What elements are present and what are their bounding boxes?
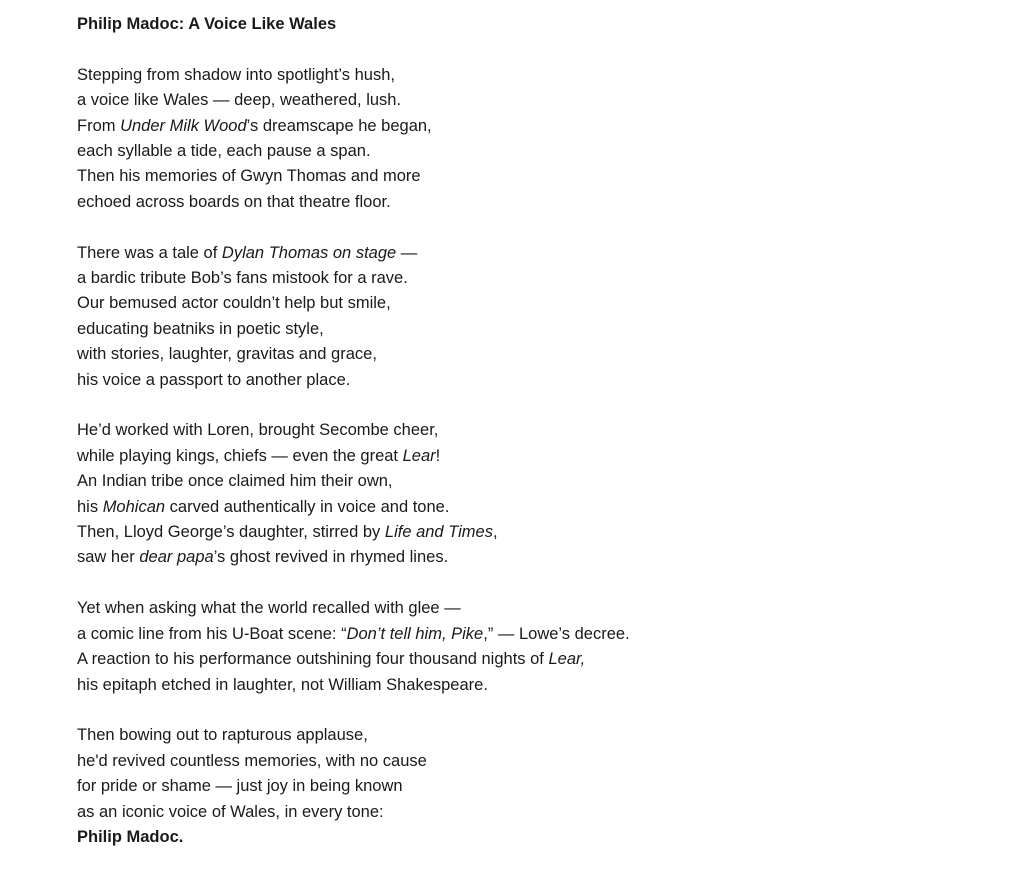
poem-line bbox=[77, 342, 977, 367]
line-text: a voice like Wales — deep, weathered, lush. bbox=[77, 91, 402, 110]
line-text: A reaction to his performance outshining four thousand nights of bbox=[77, 650, 549, 669]
poem-line bbox=[77, 418, 977, 443]
poem-line bbox=[77, 114, 977, 139]
poem-line bbox=[77, 139, 977, 164]
bold-text: Philip Madoc. bbox=[77, 827, 184, 846]
italic-text: dear papa bbox=[139, 548, 214, 567]
line-text: Our bemused actor couldn’t help but smile, bbox=[77, 294, 391, 313]
stanza-3 bbox=[77, 418, 977, 570]
poem-line bbox=[77, 469, 977, 494]
italic-text: Lear bbox=[402, 446, 436, 465]
poem-line bbox=[77, 596, 977, 621]
line-text: a comic line from his U-Boat scene: “ bbox=[77, 624, 347, 643]
poem-line bbox=[77, 164, 977, 189]
poem-line bbox=[77, 545, 977, 570]
italic-text: Dylan Thomas on stage bbox=[221, 243, 397, 262]
line-text: carved authentically in voice and tone. bbox=[165, 497, 450, 516]
line-text: his voice a passport to another place. bbox=[77, 370, 351, 389]
line-text: his epitaph etched in laughter, not William Shakespeare. bbox=[77, 675, 488, 694]
poem-title: Philip Madoc: A Voice Like Wales bbox=[77, 15, 337, 33]
poem-line bbox=[77, 647, 977, 672]
line-text: educating beatniks in poetic style, bbox=[77, 319, 324, 338]
poem-line bbox=[77, 800, 977, 825]
line-text: while playing kings, chiefs — even the great bbox=[77, 446, 403, 465]
line-text: Yet when asking what the world recalled with glee — bbox=[77, 599, 461, 618]
poem-line bbox=[77, 241, 977, 266]
stanza-1 bbox=[77, 63, 977, 215]
line-text: An Indian tribe once claimed him their own, bbox=[77, 472, 393, 491]
poem-line bbox=[77, 444, 977, 469]
line-text: , bbox=[492, 523, 498, 542]
line-text: There was a tale of bbox=[77, 243, 222, 262]
line-text: his bbox=[77, 497, 103, 516]
line-text: a bardic tribute Bob’s fans mistook for a rave. bbox=[77, 269, 408, 288]
line-text: From bbox=[77, 116, 121, 135]
poem-line bbox=[77, 266, 977, 291]
line-text: ! bbox=[435, 446, 441, 465]
poem-line bbox=[77, 291, 977, 316]
stanza-2 bbox=[77, 241, 977, 393]
poem-line bbox=[77, 368, 977, 393]
poem-line bbox=[77, 774, 977, 799]
poem-line bbox=[77, 673, 977, 698]
italic-text: Life and Times bbox=[384, 523, 493, 542]
poem-line bbox=[77, 520, 977, 545]
poem-document bbox=[77, 12, 977, 876]
line-text: he'd revived countless memories, with no cause bbox=[77, 751, 427, 770]
line-text: — bbox=[396, 243, 418, 262]
line-text: for pride or shame — just joy in being known bbox=[77, 777, 403, 796]
line-text: Then bowing out to rapturous applause, bbox=[77, 726, 368, 745]
poem-line bbox=[77, 63, 977, 88]
poem-line bbox=[77, 88, 977, 113]
italic-text: Under Milk Wood bbox=[120, 116, 247, 135]
italic-text: Mohican bbox=[102, 497, 166, 516]
poem-line bbox=[77, 723, 977, 748]
stanza-4 bbox=[77, 596, 977, 698]
poem-line bbox=[77, 825, 977, 850]
line-text: He’d worked with Loren, brought Secombe cheer, bbox=[77, 421, 439, 440]
poem-body bbox=[77, 63, 977, 851]
line-text: with stories, laughter, gravitas and grace, bbox=[77, 345, 377, 364]
line-text: each syllable a tide, each pause a span. bbox=[77, 142, 371, 161]
line-text: echoed across boards on that theatre floor. bbox=[77, 192, 391, 211]
line-text: as an iconic voice of Wales, in every tone: bbox=[77, 802, 384, 821]
poem-line bbox=[77, 749, 977, 774]
line-text: Stepping from shadow into spotlight’s hush, bbox=[77, 65, 395, 84]
poem-line bbox=[77, 495, 977, 520]
line-text: Then, Lloyd George’s daughter, stirred by bbox=[77, 523, 385, 542]
line-text: ’s dreamscape he began, bbox=[246, 116, 432, 135]
poem-line bbox=[77, 190, 977, 215]
line-text: Then his memories of Gwyn Thomas and more bbox=[77, 167, 421, 186]
line-text: ’s ghost revived in rhymed lines. bbox=[213, 548, 449, 567]
line-text: ,” — Lowe’s decree. bbox=[483, 624, 630, 643]
poem-line bbox=[77, 317, 977, 342]
poem-line bbox=[77, 622, 977, 647]
line-text: saw her bbox=[77, 548, 140, 567]
stanza-5 bbox=[77, 723, 977, 850]
italic-text: Lear, bbox=[548, 650, 586, 669]
italic-text: Don’t tell him, Pike bbox=[346, 624, 484, 643]
